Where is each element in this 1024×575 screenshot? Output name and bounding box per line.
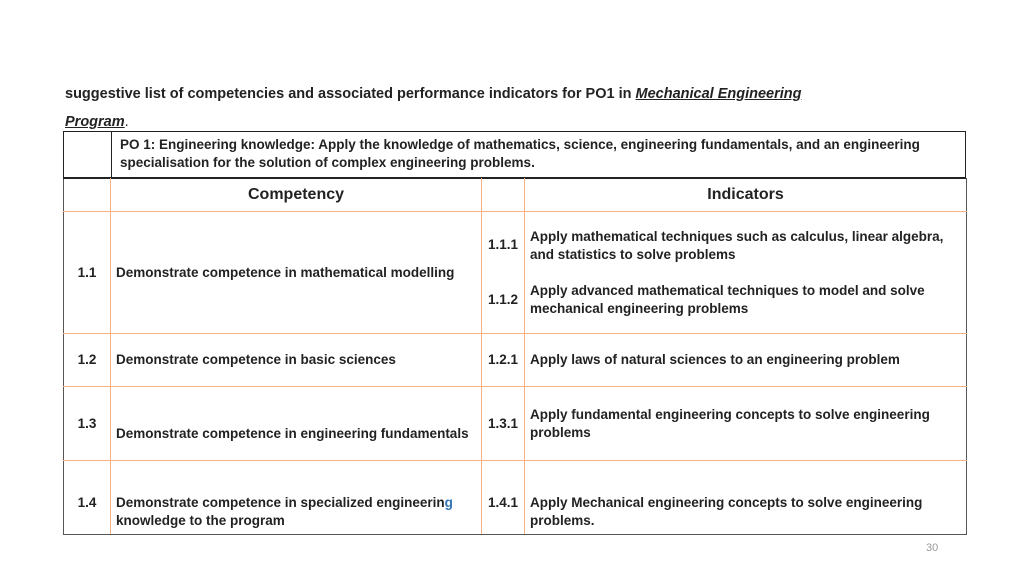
po-statement-box bbox=[63, 131, 966, 178]
indicator-text: Apply advanced mathematical techniques to model and solve mechanical engineering problems bbox=[530, 282, 925, 316]
indicator-id: 1.3.1 bbox=[482, 387, 525, 461]
competency-table bbox=[63, 178, 967, 535]
indicator-text-cell bbox=[525, 212, 967, 334]
competency-text bbox=[111, 461, 482, 535]
indicator-text: Apply Mechanical engineering concepts to solve engineering problems. bbox=[525, 461, 967, 535]
competency-text: Demonstrate competence in engineering fundamentals bbox=[111, 387, 482, 461]
table-row bbox=[64, 387, 967, 461]
po-statement: PO 1: Engineering knowledge: Apply the knowledge of mathematics, science, engineering fundamentals, and an engineering specialisation for the solution of complex engineering problems. bbox=[120, 137, 920, 170]
competency-text-part: knowledge to the program bbox=[116, 512, 285, 528]
competency-id: 1.1 bbox=[64, 212, 111, 334]
table-row bbox=[64, 461, 967, 535]
indicator-text: Apply fundamental engineering concepts to solve engineering problems bbox=[525, 387, 967, 461]
header-indicators: Indicators bbox=[525, 179, 967, 212]
indicator-id: 1.1.2 bbox=[487, 292, 519, 307]
heading-text: suggestive list of competencies and associated performance indicators for PO1 in bbox=[65, 86, 636, 102]
indicator-text: Apply mathematical techniques such as calculus, linear algebra, and statistics to solve problems bbox=[530, 228, 944, 262]
page-number: 30 bbox=[926, 542, 939, 554]
header-blank-cell bbox=[482, 179, 525, 212]
header-competency: Competency bbox=[111, 179, 482, 212]
indicator-id-cell bbox=[482, 212, 525, 334]
heading-program: Mechanical Engineering Program bbox=[65, 86, 802, 130]
competency-id: 1.4 bbox=[64, 461, 111, 535]
po-blank-cell bbox=[64, 132, 112, 177]
competency-id: 1.2 bbox=[64, 334, 111, 387]
indicator-id: 1.2.1 bbox=[482, 334, 525, 387]
competency-text: Demonstrate competence in basic sciences bbox=[111, 334, 482, 387]
competency-text: Demonstrate competence in mathematical modelling bbox=[111, 212, 482, 334]
indicator-id: 1.4.1 bbox=[482, 461, 525, 535]
indicator-id: 1.1.1 bbox=[487, 237, 519, 252]
table-header-row bbox=[64, 179, 967, 212]
competency-text-part: Demonstrate competence in specialized engineerin bbox=[116, 494, 445, 510]
page-heading bbox=[65, 80, 865, 136]
heading-period: . bbox=[124, 114, 129, 130]
competency-id: 1.3 bbox=[64, 387, 111, 461]
indicator-text: Apply laws of natural sciences to an engineering problem bbox=[525, 334, 967, 387]
header-blank-cell bbox=[64, 179, 111, 212]
table-row bbox=[64, 334, 967, 387]
competency-text-highlight: g bbox=[444, 494, 453, 510]
table-row bbox=[64, 212, 967, 334]
